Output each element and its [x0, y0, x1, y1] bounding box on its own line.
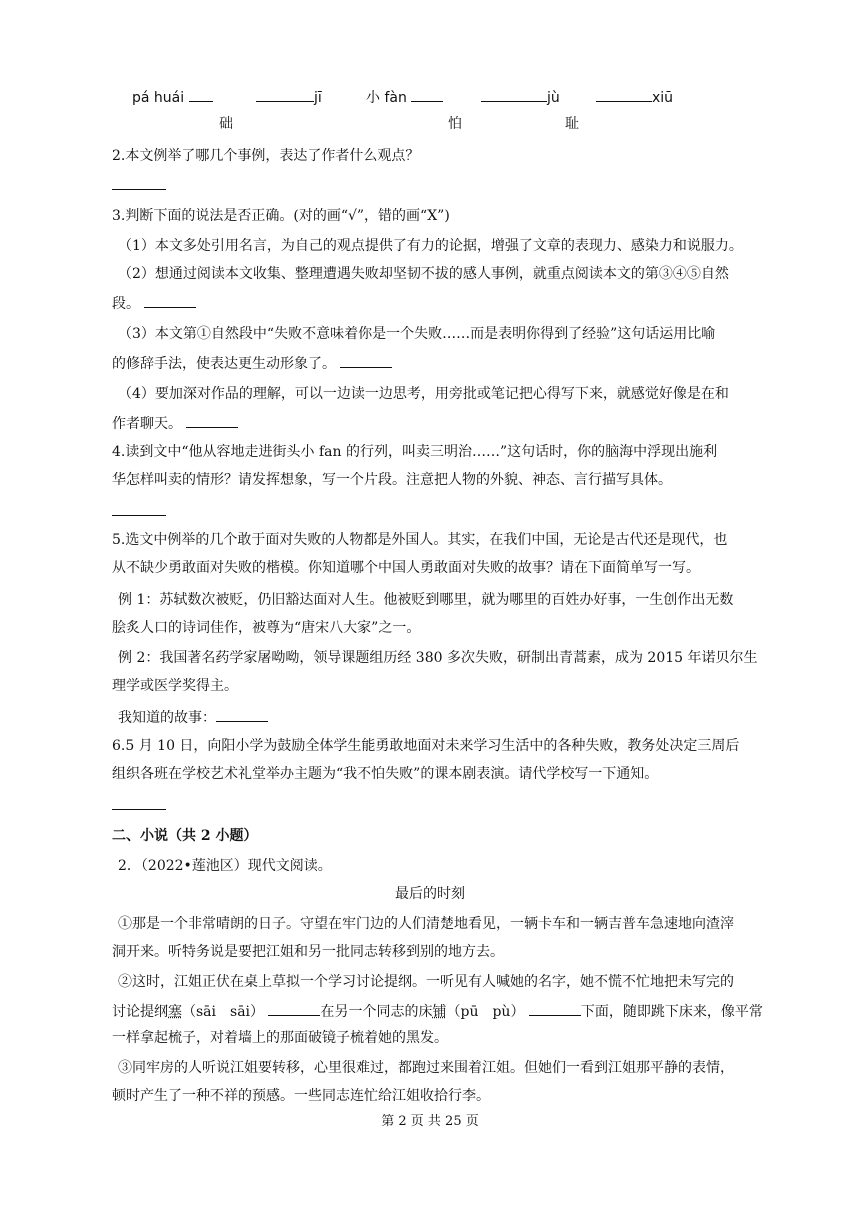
pinyin-item-5: xiū	[596, 86, 673, 108]
story-para-3: ③同牢房的人听说江姐要转移，心里很难过，都跑过来围着江姐。但她们一看到江姐那平静的表情，	[118, 1060, 734, 1076]
answer-blank[interactable]	[256, 86, 314, 102]
q3-statement-2-cont: 段。	[112, 292, 778, 314]
answer-line[interactable]	[112, 794, 778, 816]
pinyin-item-2: jī	[256, 86, 322, 108]
page-footer: 第 2 页 共 25 页	[381, 1114, 479, 1129]
story-para-1: ①那是一个非常晴朗的日子。守望在牢门边的人们清楚地看见，一辆卡车和一辆吉普车急速地向渣滓	[118, 916, 734, 932]
my-story-line: 我知道的故事：	[118, 706, 784, 728]
question-6-cont: 组织各班在学校艺术礼堂举办主题为“我不怕失败”的课本剧表演。请代学校写一下通知。	[112, 766, 659, 782]
example-2: 例 2：我国著名药学家屠呦呦，领导课题组历经 380 多次失败，研制出青蒿素，成为 2015 年诺贝尔生	[118, 650, 758, 666]
answer-blank[interactable]	[268, 1000, 320, 1016]
question-3: 3.判断下面的说法是否正确。(对的画“√”，错的画“X”)	[112, 208, 450, 224]
answer-blank[interactable]	[144, 292, 196, 308]
example-1: 例 1：苏轼数次被贬，仍旧豁达面对人生。他被贬到哪里，就为哪里的百姓办好事，一生创作出无数	[118, 592, 734, 608]
pinyin-item-1: pá huái	[132, 86, 213, 108]
pinyin-item-3: 小 fàn	[366, 86, 443, 108]
answer-line[interactable]	[112, 500, 778, 522]
question-2: 2.本文例举了哪几个事例，表达了作者什么观点？	[112, 148, 420, 164]
q3-statement-4: （4）要加深对作品的理解，可以一边读一边思考，用旁批或笔记把心得写下来，就感觉好像是在和	[118, 386, 729, 402]
question-5-cont: 从不缺少勇敢面对失败的楷模。你知道哪个中国人勇敢面对失败的故事？请在下面简单写一写。	[112, 560, 700, 576]
char-item-2: 怕	[448, 116, 462, 132]
answer-line[interactable]	[112, 174, 778, 196]
story-para-3-cont: 顿时产生了一种不祥的预感。一些同志连忙给江姐收拾行李。	[112, 1088, 490, 1104]
question-6: 6.5 月 10 日，向阳小学为鼓励全体学生能勇敢地面对未来学习生活中的各种失败，教务处决定三周后	[112, 738, 740, 754]
answer-blank[interactable]	[186, 412, 238, 428]
passage-intro: 2．（2022•莲池区）现代文阅读。	[118, 858, 332, 874]
answer-blank[interactable]	[216, 706, 268, 722]
answer-blank[interactable]	[596, 86, 652, 102]
underlined-word: 塞	[168, 1004, 182, 1020]
story-para-2-cont: 讨论提纲塞（sāi sāi） 在另一个同志的床铺（pū pù） 下面，随即跳下床来，像平常	[112, 1000, 778, 1022]
story-para-2-cont2: 一样拿起梳子，对着墙上的那面破镜子梳着她的黑发。	[112, 1030, 448, 1046]
answer-blank[interactable]	[411, 86, 443, 102]
char-item-3: 耻	[565, 116, 579, 132]
q3-statement-3: （3）本文第①自然段中“失败不意味着你是一个失败……而是表明你得到了经验”这句话运用比喻	[118, 326, 716, 342]
q3-statement-1: （1）本文多处引用名言，为自己的观点提供了有力的论据，增强了文章的表现力、感染力和说服力。	[118, 238, 743, 254]
answer-blank[interactable]	[189, 86, 213, 102]
pinyin-item-4: jù	[481, 86, 560, 108]
section-heading: 二、小说（共 2 小题）	[112, 828, 258, 844]
answer-blank[interactable]	[481, 86, 547, 102]
q3-statement-2: （2）想通过阅读本文收集、整理遭遇失败却坚韧不拔的感人事例，就重点阅读本文的第③④⑤自然	[118, 266, 729, 282]
answer-blank[interactable]	[340, 352, 392, 368]
answer-blank[interactable]	[529, 1000, 581, 1016]
example-1-cont: 脍炙人口的诗词佳作，被尊为“唐宋八大家”之一。	[112, 620, 421, 636]
underlined-word: 铺	[432, 1004, 447, 1020]
question-4-cont: 华怎样叫卖的情形？请发挥想象，写一个片段。注意把人物的外貌、神态、言行描写具体。	[112, 472, 672, 488]
char-item-1: 础	[219, 116, 233, 132]
question-5: 5.选文中例举的几个敢于面对失败的人物都是外国人。其实，在我们中国，无论是古代还是现代，也	[112, 532, 728, 548]
story-para-2: ②这时，江姐正伏在桌上草拟一个学习讨论提纲。一听见有人喊她的名字，她不慌不忙地把未写完的	[118, 974, 734, 990]
story-para-1-cont: 洞开来。听特务说是要把江姐和另一批同志转移到别的地方去。	[112, 944, 504, 960]
question-4: 4.读到文中“他从容地走进街头小 fan 的行列，叫卖三明治……”这句话时，你的脑海中浮现出施利	[112, 444, 718, 460]
example-2-cont: 理学或医学奖得主。	[112, 678, 238, 694]
q3-statement-4-cont: 作者聊天。	[112, 412, 778, 434]
story-title: 最后的时刻	[395, 886, 465, 902]
q3-statement-3-cont: 的修辞手法，使表达更生动形象了。	[112, 352, 778, 374]
